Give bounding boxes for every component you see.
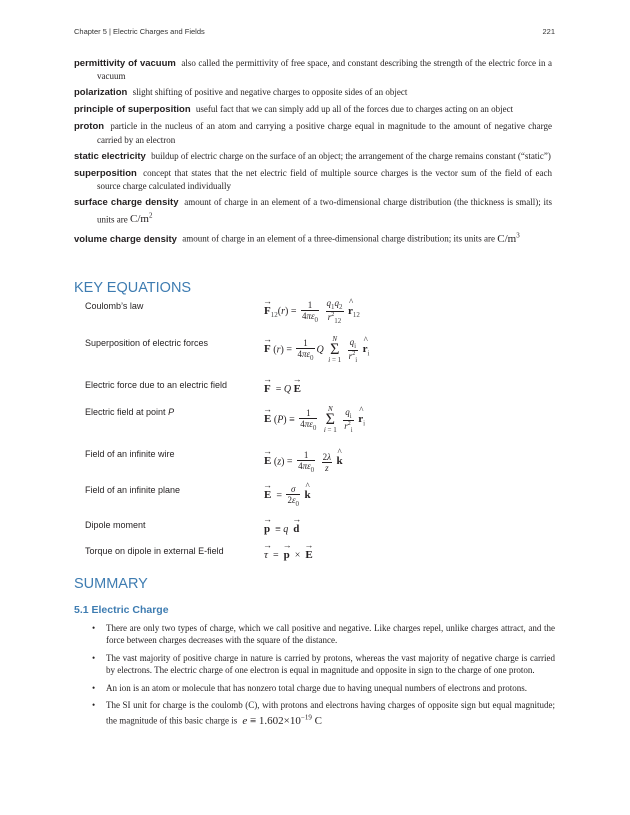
glossary-entry — [74, 167, 552, 193]
equation-label: Electric field at point P — [85, 407, 175, 417]
running-header-chapter: Chapter 5 | Electric Charges and Fields — [74, 27, 205, 36]
glossary-definition: amount of charge in an element of a two-dimensional charge distribution (the thickness is small); its units are — [97, 197, 552, 225]
equation-label: Field of an infinite plane — [85, 485, 181, 495]
glossary-definition: amount of charge in an element of a three-dimensional charge distribution; its units are — [182, 233, 496, 244]
glossary-term: surface charge density — [74, 197, 179, 209]
summary-bullets — [92, 622, 555, 733]
equation-label: Electric force due to an electric field — [85, 380, 228, 390]
key-equations-heading: KEY EQUATIONS — [74, 280, 192, 296]
glossary-term: permittivity of vacuum — [74, 58, 176, 69]
electric-force-equation: → F = Q → E — [264, 380, 301, 395]
equation-label: Field of an infinite wire — [85, 449, 175, 459]
elementary-charge-value: $e \equiv 1.602\times 10^{-19}$ C — [242, 713, 322, 728]
field-at-point-equation: → E (P) ≡ $\frac{1}{4\pi\varepsilon_0}$ N Σ i = 1 $\frac{q_i}{r^2_i}$ ^ $r_i$ — [264, 406, 365, 434]
glossary-definition: also called the permittivity of free space, and constant describing the strength of the electric force in a vacuum — [97, 58, 553, 82]
dipole-moment-equation: → p ≡ q → d — [264, 520, 299, 535]
equation-label: Dipole moment — [85, 520, 146, 530]
unit-value: $C/m^3$ — [497, 231, 520, 245]
glossary-list — [74, 57, 552, 250]
glossary-definition: slight shifting of positive and negative charges to opposite sides of an object — [132, 87, 408, 98]
superposition-forces-equation: → F (r) = $\frac{1}{4\pi\varepsilon_0}$ Q N Σ i = 1 $\frac{q_i}{r^2_i}$ ^ $r_i$ — [264, 336, 369, 364]
list-item: • An ion is an atom or molecule that has nonzero total charge due to having unequal numbers of electrons and protons. — [92, 682, 555, 694]
glossary-entry — [74, 150, 552, 163]
glossary-term: principle of superposition — [74, 104, 191, 116]
glossary-entry — [74, 120, 552, 146]
dipole-torque-equation: → τ = → p × → E — [264, 546, 313, 561]
glossary-definition: buildup of electric charge on the surface of an object; the arrangement of the charge remains constant (“static”) — [151, 150, 551, 161]
infinite-plane-equation: → E = $\frac{\sigma}{2\varepsilon_0}$ ^ k — [264, 484, 311, 508]
glossary-entry — [74, 103, 552, 116]
glossary-term: volume charge density — [74, 233, 177, 245]
equation-label: Coulomb’s law — [85, 301, 144, 311]
glossary-term: static electricity — [74, 150, 146, 162]
summary-heading: SUMMARY — [74, 576, 148, 592]
unit-value: $C/m^2$ — [130, 211, 153, 226]
glossary-term: proton — [74, 121, 105, 133]
list-item: • The SI unit for charge is the coulomb (C), with protons and electrons having charges of opposite sign but equal magnitude; the magnitude of this basic charge is $e \equiv 1.602\times 10^{-19}$ C — [92, 699, 555, 727]
glossary-entry — [74, 86, 552, 99]
glossary-entry — [74, 57, 552, 83]
glossary-term: superposition — [74, 167, 137, 179]
glossary-term: polarization — [74, 87, 128, 99]
list-item: • There are only two types of charge, which we call positive and negative. Like charges repel, unlike charges attract, and the force between charges decreases with the square of the distance. — [92, 622, 555, 647]
glossary-entry — [74, 196, 552, 225]
list-item: • The vast majority of positive charge in nature is carried by protons, whereas the vast majority of negative charge is carried by electrons. The electric charge of one electron is equal in magnitude and opposite in sign to the charge of one proton. — [92, 652, 555, 677]
glossary-definition: concept that states that the net electric field of multiple source charges is the vector sum of the field of each source charge calculated individually — [97, 167, 552, 192]
infinite-wire-equation: → E (z) = $\frac{1}{4\pi\varepsilon_0}$ $\frac{2\lambda}{z}$ ^ k — [264, 450, 343, 474]
glossary-definition: useful fact that we can simply add up all of the forces due to charges acting on an object — [195, 104, 514, 115]
glossary-definition: particle in the nucleus of an atom and carrying a positive charge equal in magnitude to the amount of negative charge carried by an electron — [97, 121, 552, 145]
equation-label: Torque on dipole in external E-field — [85, 546, 224, 556]
coulombs-law-equation: → $F_{12}(r)$ = $\frac{1}{4\pi\varepsilon_0}$ $\frac{q_1q_2}{r^2_{12}}$ ^ $r_{12}$ — [264, 298, 360, 325]
page-number: 221 — [542, 27, 555, 36]
section-heading: 5.1 Electric Charge — [74, 604, 169, 616]
glossary-entry — [74, 229, 552, 246]
equation-label: Superposition of electric forces — [85, 338, 209, 348]
